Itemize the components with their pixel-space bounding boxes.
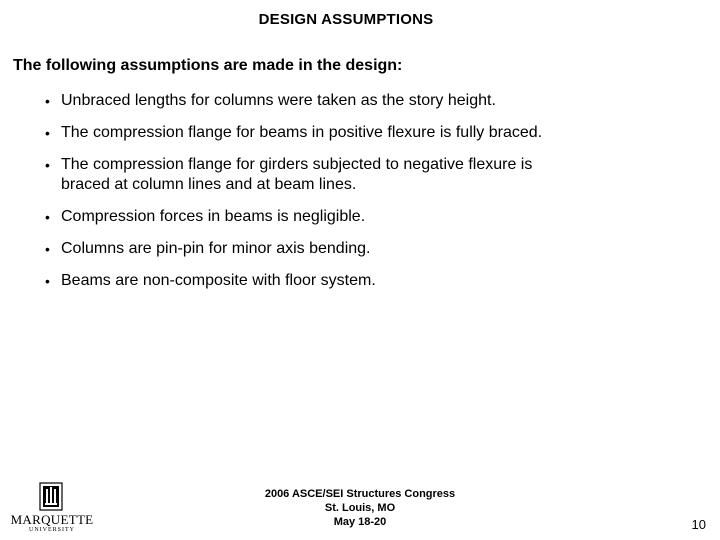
- intro-text: The following assumptions are made in the design:: [13, 57, 403, 74]
- footer-location: St. Louis, MO: [324, 502, 396, 514]
- list-item-text: Unbraced lengths for columns were taken as the story height.: [61, 92, 496, 109]
- bullet-icon: •: [45, 93, 50, 109]
- list-item-text: Beams are non-composite with floor system.: [61, 272, 376, 289]
- university-seal-icon: [37, 482, 65, 512]
- bullet-icon: •: [45, 241, 50, 257]
- slide-title: DESIGN ASSUMPTIONS: [258, 11, 434, 28]
- list-item-text: Compression forces in beams is negligible.: [61, 208, 366, 225]
- list-item: [45, 123, 685, 143]
- assumption-list: [45, 91, 685, 303]
- bullet-icon: •: [45, 157, 50, 173]
- logo-wordmark: MARQUETTE: [10, 512, 94, 527]
- list-item: [45, 155, 685, 195]
- footer-conference: 2006 ASCE/SEI Structures Congress: [264, 488, 456, 500]
- bullet-icon: •: [45, 209, 50, 225]
- footer-date: May 18-20: [333, 516, 387, 528]
- list-item-text: The compression flange for girders subjected to negative flexure is braced at column lines and at beam lines.: [61, 156, 533, 193]
- university-logo: [6, 482, 98, 536]
- list-item-text: Columns are pin-pin for minor axis bending.: [61, 240, 371, 257]
- footer: [200, 487, 520, 529]
- list-item: [45, 207, 685, 227]
- list-item: [45, 271, 685, 291]
- list-item: [45, 239, 685, 259]
- logo-subtext: UNIVERSITY: [29, 527, 75, 533]
- list-item-text: The compression flange for beams in positive flexure is fully braced.: [61, 124, 543, 141]
- page-number: 10: [691, 517, 706, 532]
- bullet-icon: •: [45, 125, 50, 141]
- list-item: [45, 91, 685, 111]
- bullet-icon: •: [45, 273, 50, 289]
